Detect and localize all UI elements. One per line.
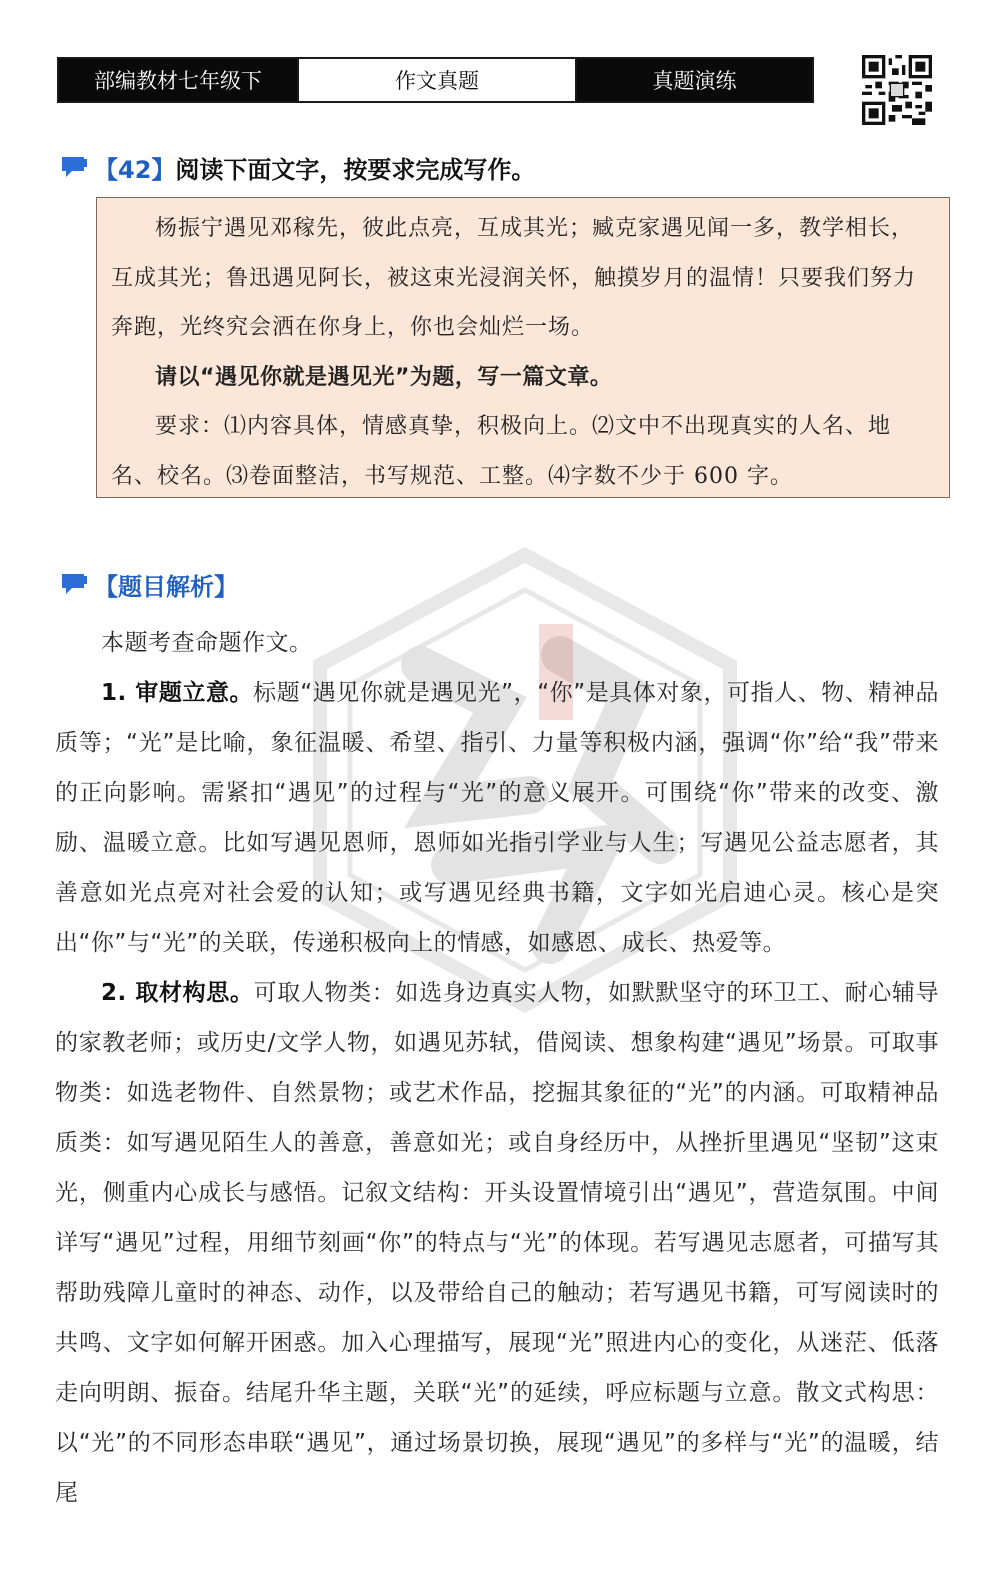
- question-heading: [60, 150, 535, 185]
- header-grade-label: 部编教材七年级下: [59, 59, 297, 101]
- paragraph-2-text: 可取人物类：如选身边真实人物，如默默坚守的环卫工、耐心辅导的家教老师；或历史/文学人物，如遇见苏轼，借阅读、想象构建“遇见”场景。可取事物类：如选老物件、自然景物；或艺术作品，挖掘其象征的“光”的内涵。可取精神品质类：如写遇见陌生人的善意，善意如光；或自身经历中，从挫折里遇见“坚韧”这束光，侧重内心成长与感悟。记叙文结构：开头设置情境引出“遇见”，营造氛围。中间详写“遇见”过程，用细节刻画“你”的特点与“光”的体现。若写遇见志愿者，可描写其帮助残障儿童时的神态、动作，以及带给自己的触动；若写遇见书籍，可写阅读时的共鸣、文字如何解开困惑。加入心理描写，展现“光”照进内心的变化，从迷茫、低落走向明朗、振奋。结尾升华主题，关联“光”的延续，呼应标题与立意。散文式构思：以“光”的不同形态串联“遇见”，通过场景切换，展现“遇见”的多样与“光”的温暖，结尾: [55, 980, 940, 1506]
- flag-icon: [60, 572, 88, 598]
- paragraph-2-label: 2. 取材构思。: [101, 980, 254, 1006]
- paragraph-1-text: 标题“遇见你就是遇见光”，“你”是具体对象，可指人、物、精神品质等；“光”是比喻，象征温暖、希望、指引、力量等积极内涵，强调“你”给“我”带来的正向影响。需紧扣“遇见”的过程与“光”的意义展开。可围绕“你”带来的改变、激励、温暖立意。比如写遇见恩师，恩师如光指引学业与人生；写遇见公益志愿者，其善意如光点亮对社会爱的认知；或写遇见经典书籍，文字如光启迪心灵。核心是突出“你”与“光”的关联，传递积极向上的情感，如感恩、成长、热爱等。: [55, 680, 940, 956]
- question-instruction: 阅读下面文字，按要求完成写作。: [175, 156, 536, 184]
- prompt-intro: 杨振宁遇见邓稼先，彼此点亮，互成其光；臧克家遇见闻一多，教学相长，互成其光；鲁迅遇见阿长，被这束光浸润关怀，触摸岁月的温情！只要我们努力奔跑，光终究会洒在你身上，你也会灿烂一场。: [111, 216, 917, 340]
- analysis-intro: 本题考查命题作文。: [101, 630, 313, 656]
- prompt-box: [96, 197, 950, 498]
- header-practice-label: 真题演练: [577, 59, 812, 101]
- question-number: 【42】: [94, 156, 176, 184]
- header-section-label: 作文真题: [297, 59, 577, 101]
- prompt-task: 请以“遇见你就是遇见光”为题，写一篇文章。: [155, 364, 613, 390]
- paragraph-1-label: 1. 审题立意。: [101, 680, 254, 706]
- flag-icon: [60, 155, 88, 181]
- analysis-paragraph-1: [55, 668, 939, 968]
- header-bar: [57, 57, 814, 103]
- analysis-paragraph-2: [55, 968, 939, 1518]
- analysis-body: [55, 618, 939, 1518]
- qr-code-icon: [862, 55, 932, 125]
- prompt-requirements: 要求：⑴内容具体，情感真挚，积极向上。⑵文中不出现真实的人名、地名、校名。⑶卷面整洁，书写规范、工整。⑷字数不少于 600 字。: [111, 414, 892, 489]
- analysis-heading: [60, 567, 238, 602]
- analysis-title: 【题目解析】: [94, 573, 238, 601]
